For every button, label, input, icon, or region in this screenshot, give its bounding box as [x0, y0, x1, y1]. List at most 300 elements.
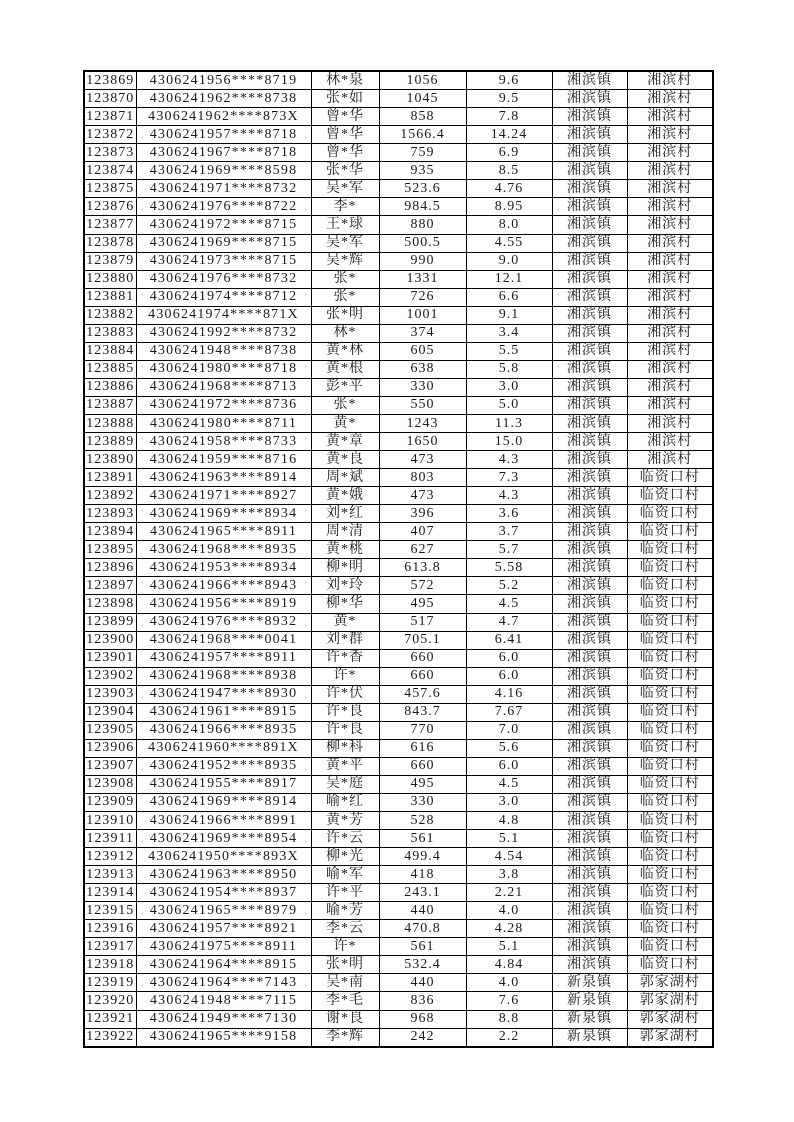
cell-amount: 528	[379, 812, 466, 830]
cell-id-number: 4306241972****8715	[136, 216, 311, 234]
cell-village: 湘滨村	[627, 270, 713, 288]
cell-amount: 1243	[379, 414, 466, 432]
table-row	[84, 1028, 713, 1047]
table-row	[84, 180, 713, 198]
cell-village: 湘滨村	[627, 360, 713, 378]
cell-name: 吴*辉	[311, 252, 379, 270]
cell-name: 王*球	[311, 216, 379, 234]
cell-id-number: 4306241958****8733	[136, 433, 311, 451]
cell-town: 新泉镇	[552, 1028, 627, 1047]
cell-amount: 550	[379, 396, 466, 414]
cell-serial-number: 123896	[84, 559, 136, 577]
cell-town: 湘滨镇	[552, 848, 627, 866]
cell-amount: 660	[379, 757, 466, 775]
cell-area: 4.3	[466, 487, 552, 505]
cell-town: 湘滨镇	[552, 180, 627, 198]
cell-name: 吴*庭	[311, 775, 379, 793]
cell-amount: 470.8	[379, 920, 466, 938]
cell-village: 临资口村	[627, 577, 713, 595]
cell-village: 临资口村	[627, 505, 713, 523]
cell-id-number: 4306241965****8911	[136, 523, 311, 541]
cell-name: 曾*华	[311, 126, 379, 144]
cell-village: 湘滨村	[627, 108, 713, 126]
cell-id-number: 4306241956****8719	[136, 71, 311, 90]
cell-amount: 495	[379, 595, 466, 613]
cell-name: 张*如	[311, 90, 379, 108]
cell-area: 4.0	[466, 974, 552, 992]
cell-area: 7.0	[466, 721, 552, 739]
table-row	[84, 757, 713, 775]
cell-id-number: 4306241950****893X	[136, 848, 311, 866]
cell-village: 湘滨村	[627, 433, 713, 451]
cell-serial-number: 123871	[84, 108, 136, 126]
table-row	[84, 812, 713, 830]
cell-village: 临资口村	[627, 559, 713, 577]
cell-village: 湘滨村	[627, 342, 713, 360]
cell-id-number: 4306241948****7115	[136, 992, 311, 1010]
cell-name: 谢*良	[311, 1010, 379, 1028]
cell-town: 新泉镇	[552, 974, 627, 992]
cell-serial-number: 123901	[84, 649, 136, 667]
cell-serial-number: 123888	[84, 414, 136, 432]
table-row	[84, 956, 713, 974]
cell-id-number: 4306241974****8712	[136, 288, 311, 306]
cell-serial-number: 123894	[84, 523, 136, 541]
cell-name: 许*平	[311, 884, 379, 902]
cell-name: 刘*群	[311, 631, 379, 649]
table-row	[84, 108, 713, 126]
cell-town: 湘滨镇	[552, 902, 627, 920]
cell-area: 4.8	[466, 812, 552, 830]
cell-name: 黄*娥	[311, 487, 379, 505]
cell-area: 4.3	[466, 451, 552, 469]
cell-amount: 330	[379, 378, 466, 396]
cell-town: 湘滨镇	[552, 884, 627, 902]
cell-name: 许*	[311, 667, 379, 685]
cell-name: 柳*科	[311, 739, 379, 757]
cell-village: 临资口村	[627, 703, 713, 721]
cell-area: 8.8	[466, 1010, 552, 1028]
table-row	[84, 396, 713, 414]
cell-name: 张*华	[311, 162, 379, 180]
cell-serial-number: 123880	[84, 270, 136, 288]
cell-amount: 990	[379, 252, 466, 270]
cell-serial-number: 123891	[84, 469, 136, 487]
cell-id-number: 4306241968****8935	[136, 541, 311, 559]
cell-town: 湘滨镇	[552, 324, 627, 342]
cell-name: 张*明	[311, 956, 379, 974]
cell-town: 湘滨镇	[552, 71, 627, 90]
cell-serial-number: 123910	[84, 812, 136, 830]
cell-serial-number: 123922	[84, 1028, 136, 1047]
cell-area: 5.8	[466, 360, 552, 378]
cell-town: 湘滨镇	[552, 739, 627, 757]
cell-name: 黄*芳	[311, 812, 379, 830]
cell-village: 湘滨村	[627, 180, 713, 198]
cell-village: 湘滨村	[627, 90, 713, 108]
table-row	[84, 793, 713, 811]
cell-serial-number: 123887	[84, 396, 136, 414]
cell-amount: 935	[379, 162, 466, 180]
table-row	[84, 288, 713, 306]
cell-village: 临资口村	[627, 938, 713, 956]
table-row	[84, 739, 713, 757]
cell-amount: 440	[379, 902, 466, 920]
cell-town: 湘滨镇	[552, 162, 627, 180]
cell-serial-number: 123889	[84, 433, 136, 451]
cell-town: 新泉镇	[552, 1010, 627, 1028]
table-row	[84, 992, 713, 1010]
cell-name: 张*	[311, 396, 379, 414]
cell-village: 郭家湖村	[627, 1010, 713, 1028]
cell-village: 湘滨村	[627, 144, 713, 162]
cell-id-number: 4306241953****8934	[136, 559, 311, 577]
cell-id-number: 4306241969****8934	[136, 505, 311, 523]
cell-serial-number: 123918	[84, 956, 136, 974]
cell-town: 湘滨镇	[552, 559, 627, 577]
cell-area: 3.8	[466, 866, 552, 884]
cell-id-number: 4306241948****8738	[136, 342, 311, 360]
cell-name: 李*辉	[311, 1028, 379, 1047]
cell-area: 9.5	[466, 90, 552, 108]
cell-amount: 1650	[379, 433, 466, 451]
cell-amount: 243.1	[379, 884, 466, 902]
cell-amount: 605	[379, 342, 466, 360]
cell-area: 14.24	[466, 126, 552, 144]
table-row	[84, 667, 713, 685]
cell-name: 刘*玲	[311, 577, 379, 595]
cell-village: 临资口村	[627, 884, 713, 902]
table-row	[84, 433, 713, 451]
cell-id-number: 4306241954****8937	[136, 884, 311, 902]
cell-village: 湘滨村	[627, 306, 713, 324]
cell-amount: 495	[379, 775, 466, 793]
cell-amount: 843.7	[379, 703, 466, 721]
cell-serial-number: 123873	[84, 144, 136, 162]
cell-id-number: 4306241964****8915	[136, 956, 311, 974]
table-row	[84, 523, 713, 541]
cell-serial-number: 123913	[84, 866, 136, 884]
cell-area: 5.1	[466, 938, 552, 956]
cell-id-number: 4306241963****8914	[136, 469, 311, 487]
cell-id-number: 4306241968****8938	[136, 667, 311, 685]
table-row	[84, 974, 713, 992]
table-row	[84, 884, 713, 902]
cell-village: 临资口村	[627, 613, 713, 631]
table-row	[84, 920, 713, 938]
cell-town: 湘滨镇	[552, 721, 627, 739]
cell-serial-number: 123875	[84, 180, 136, 198]
cell-area: 11.3	[466, 414, 552, 432]
cell-area: 4.0	[466, 902, 552, 920]
table-row	[84, 342, 713, 360]
cell-area: 5.58	[466, 559, 552, 577]
cell-serial-number: 123885	[84, 360, 136, 378]
cell-area: 7.8	[466, 108, 552, 126]
cell-village: 湘滨村	[627, 234, 713, 252]
cell-name: 黄*林	[311, 342, 379, 360]
table-row	[84, 71, 713, 90]
cell-village: 郭家湖村	[627, 974, 713, 992]
cell-serial-number: 123890	[84, 451, 136, 469]
cell-amount: 880	[379, 216, 466, 234]
cell-serial-number: 123874	[84, 162, 136, 180]
cell-town: 湘滨镇	[552, 541, 627, 559]
cell-village: 郭家湖村	[627, 1028, 713, 1047]
cell-area: 6.41	[466, 631, 552, 649]
cell-id-number: 4306241969****8715	[136, 234, 311, 252]
cell-town: 湘滨镇	[552, 920, 627, 938]
cell-amount: 330	[379, 793, 466, 811]
cell-serial-number: 123893	[84, 505, 136, 523]
cell-id-number: 4306241969****8598	[136, 162, 311, 180]
cell-name: 许*良	[311, 721, 379, 739]
table-row	[84, 252, 713, 270]
cell-id-number: 4306241969****8954	[136, 830, 311, 848]
cell-name: 喻*红	[311, 793, 379, 811]
cell-name: 柳*明	[311, 559, 379, 577]
cell-serial-number: 123898	[84, 595, 136, 613]
cell-name: 吴*军	[311, 180, 379, 198]
cell-area: 4.28	[466, 920, 552, 938]
cell-area: 8.5	[466, 162, 552, 180]
cell-amount: 759	[379, 144, 466, 162]
cell-village: 湘滨村	[627, 414, 713, 432]
cell-town: 湘滨镇	[552, 523, 627, 541]
cell-id-number: 4306241961****8915	[136, 703, 311, 721]
cell-amount: 396	[379, 505, 466, 523]
cell-serial-number: 123872	[84, 126, 136, 144]
cell-name: 黄*平	[311, 757, 379, 775]
cell-area: 4.76	[466, 180, 552, 198]
cell-id-number: 4306241955****8917	[136, 775, 311, 793]
cell-village: 临资口村	[627, 469, 713, 487]
cell-village: 临资口村	[627, 685, 713, 703]
cell-village: 临资口村	[627, 830, 713, 848]
cell-name: 刘*红	[311, 505, 379, 523]
cell-id-number: 4306241969****8914	[136, 793, 311, 811]
cell-town: 湘滨镇	[552, 288, 627, 306]
cell-town: 湘滨镇	[552, 685, 627, 703]
cell-serial-number: 123876	[84, 198, 136, 216]
cell-amount: 374	[379, 324, 466, 342]
cell-town: 湘滨镇	[552, 433, 627, 451]
cell-town: 湘滨镇	[552, 505, 627, 523]
table-row	[84, 559, 713, 577]
cell-serial-number: 123920	[84, 992, 136, 1010]
cell-id-number: 4306241947****8930	[136, 685, 311, 703]
cell-serial-number: 123897	[84, 577, 136, 595]
cell-id-number: 4306241962****8738	[136, 90, 311, 108]
cell-amount: 1331	[379, 270, 466, 288]
cell-name: 李*云	[311, 920, 379, 938]
cell-serial-number: 123904	[84, 703, 136, 721]
cell-serial-number: 123903	[84, 685, 136, 703]
cell-town: 湘滨镇	[552, 198, 627, 216]
table-row	[84, 775, 713, 793]
cell-area: 5.1	[466, 830, 552, 848]
cell-town: 湘滨镇	[552, 775, 627, 793]
cell-area: 5.2	[466, 577, 552, 595]
cell-area: 2.2	[466, 1028, 552, 1047]
cell-area: 4.16	[466, 685, 552, 703]
cell-village: 临资口村	[627, 902, 713, 920]
cell-id-number: 4306241966****8991	[136, 812, 311, 830]
table-row	[84, 451, 713, 469]
cell-village: 湘滨村	[627, 162, 713, 180]
cell-name: 周*斌	[311, 469, 379, 487]
cell-amount: 726	[379, 288, 466, 306]
table-row	[84, 631, 713, 649]
cell-village: 临资口村	[627, 667, 713, 685]
cell-village: 临资口村	[627, 793, 713, 811]
cell-name: 李*	[311, 198, 379, 216]
cell-town: 湘滨镇	[552, 144, 627, 162]
cell-serial-number: 123869	[84, 71, 136, 90]
cell-name: 周*清	[311, 523, 379, 541]
table-row	[84, 414, 713, 432]
cell-amount: 572	[379, 577, 466, 595]
cell-amount: 858	[379, 108, 466, 126]
cell-town: 湘滨镇	[552, 378, 627, 396]
table-row	[84, 144, 713, 162]
cell-name: 许*香	[311, 649, 379, 667]
cell-amount: 561	[379, 830, 466, 848]
cell-name: 林*泉	[311, 71, 379, 90]
cell-serial-number: 123881	[84, 288, 136, 306]
cell-town: 湘滨镇	[552, 757, 627, 775]
cell-name: 吴*军	[311, 234, 379, 252]
cell-id-number: 4306241965****8979	[136, 902, 311, 920]
cell-town: 湘滨镇	[552, 938, 627, 956]
cell-village: 临资口村	[627, 523, 713, 541]
records-table-body	[84, 71, 713, 1047]
cell-serial-number: 123911	[84, 830, 136, 848]
cell-area: 4.54	[466, 848, 552, 866]
cell-name: 黄*桃	[311, 541, 379, 559]
cell-village: 湘滨村	[627, 71, 713, 90]
cell-id-number: 4306241971****8732	[136, 180, 311, 198]
cell-area: 6.0	[466, 757, 552, 775]
cell-village: 湘滨村	[627, 451, 713, 469]
table-row	[84, 198, 713, 216]
cell-town: 湘滨镇	[552, 270, 627, 288]
cell-amount: 407	[379, 523, 466, 541]
cell-amount: 500.5	[379, 234, 466, 252]
cell-amount: 457.6	[379, 685, 466, 703]
table-row	[84, 324, 713, 342]
cell-serial-number: 123909	[84, 793, 136, 811]
cell-serial-number: 123921	[84, 1010, 136, 1028]
cell-name: 许*良	[311, 703, 379, 721]
cell-town: 湘滨镇	[552, 216, 627, 234]
cell-id-number: 4306241973****8715	[136, 252, 311, 270]
cell-amount: 418	[379, 866, 466, 884]
cell-amount: 1001	[379, 306, 466, 324]
cell-town: 湘滨镇	[552, 414, 627, 432]
cell-town: 湘滨镇	[552, 396, 627, 414]
cell-serial-number: 123906	[84, 739, 136, 757]
cell-id-number: 4306241957****8911	[136, 649, 311, 667]
cell-amount: 660	[379, 649, 466, 667]
cell-village: 郭家湖村	[627, 992, 713, 1010]
cell-id-number: 4306241957****8921	[136, 920, 311, 938]
cell-area: 5.0	[466, 396, 552, 414]
cell-area: 6.6	[466, 288, 552, 306]
cell-village: 湘滨村	[627, 324, 713, 342]
table-row	[84, 306, 713, 324]
table-row	[84, 216, 713, 234]
cell-serial-number: 123883	[84, 324, 136, 342]
cell-village: 湘滨村	[627, 198, 713, 216]
cell-area: 12.1	[466, 270, 552, 288]
cell-amount: 523.6	[379, 180, 466, 198]
cell-amount: 473	[379, 451, 466, 469]
cell-amount: 627	[379, 541, 466, 559]
cell-serial-number: 123899	[84, 613, 136, 631]
cell-area: 6.0	[466, 667, 552, 685]
cell-name: 张*	[311, 288, 379, 306]
cell-amount: 473	[379, 487, 466, 505]
cell-id-number: 4306241975****8911	[136, 938, 311, 956]
cell-serial-number: 123879	[84, 252, 136, 270]
cell-id-number: 4306241971****8927	[136, 487, 311, 505]
cell-id-number: 4306241968****0041	[136, 631, 311, 649]
cell-village: 临资口村	[627, 739, 713, 757]
table-row	[84, 1010, 713, 1028]
cell-id-number: 4306241974****871X	[136, 306, 311, 324]
cell-serial-number: 123914	[84, 884, 136, 902]
cell-area: 3.4	[466, 324, 552, 342]
cell-area: 3.6	[466, 505, 552, 523]
cell-name: 林*	[311, 324, 379, 342]
cell-area: 9.6	[466, 71, 552, 90]
cell-town: 新泉镇	[552, 992, 627, 1010]
cell-id-number: 4306241967****8718	[136, 144, 311, 162]
cell-serial-number: 123870	[84, 90, 136, 108]
cell-town: 湘滨镇	[552, 631, 627, 649]
table-row	[84, 866, 713, 884]
cell-serial-number: 123900	[84, 631, 136, 649]
cell-name: 黄*根	[311, 360, 379, 378]
cell-area: 9.0	[466, 252, 552, 270]
cell-village: 临资口村	[627, 487, 713, 505]
cell-name: 许*云	[311, 830, 379, 848]
cell-town: 湘滨镇	[552, 577, 627, 595]
cell-area: 2.21	[466, 884, 552, 902]
cell-area: 5.7	[466, 541, 552, 559]
cell-area: 8.0	[466, 216, 552, 234]
cell-area: 6.0	[466, 649, 552, 667]
cell-amount: 561	[379, 938, 466, 956]
cell-area: 4.55	[466, 234, 552, 252]
cell-id-number: 4306241992****8732	[136, 324, 311, 342]
cell-area: 5.6	[466, 739, 552, 757]
cell-village: 临资口村	[627, 812, 713, 830]
cell-serial-number: 123917	[84, 938, 136, 956]
cell-name: 曾*华	[311, 144, 379, 162]
cell-amount: 638	[379, 360, 466, 378]
cell-village: 临资口村	[627, 595, 713, 613]
cell-village: 湘滨村	[627, 216, 713, 234]
cell-town: 湘滨镇	[552, 487, 627, 505]
cell-serial-number: 123915	[84, 902, 136, 920]
cell-village: 湘滨村	[627, 396, 713, 414]
cell-town: 湘滨镇	[552, 234, 627, 252]
cell-serial-number: 123908	[84, 775, 136, 793]
cell-village: 临资口村	[627, 848, 713, 866]
cell-id-number: 4306241972****8736	[136, 396, 311, 414]
